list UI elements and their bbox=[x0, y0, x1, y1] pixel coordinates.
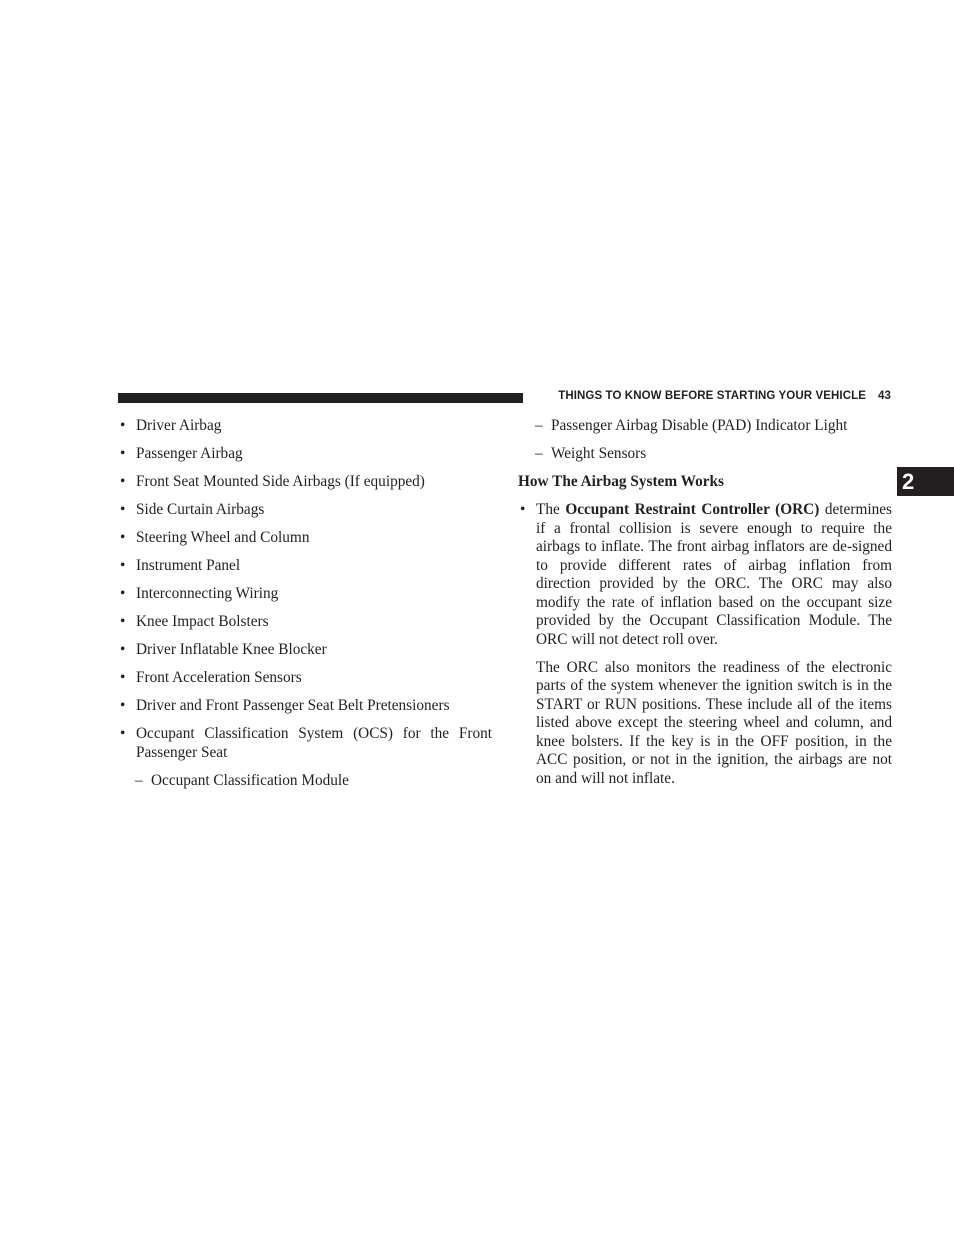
list-item: • Knee Impact Bolsters bbox=[120, 613, 269, 630]
list-item: • Front Seat Mounted Side Airbags (If equipped) bbox=[120, 473, 425, 490]
page-number: 43 bbox=[878, 390, 891, 402]
sub-list-item: – Passenger Airbag Disable (PAD) Indicator Light bbox=[535, 417, 848, 434]
list-item: • Steering Wheel and Column bbox=[120, 529, 310, 546]
dash-icon: – bbox=[535, 445, 543, 462]
header-rule bbox=[118, 393, 523, 403]
dash-icon: – bbox=[535, 417, 543, 434]
header-title: THINGS TO KNOW BEFORE STARTING YOUR VEHICLE bbox=[558, 390, 866, 402]
list-item: • Side Curtain Airbags bbox=[120, 501, 265, 518]
list-item: • Interconnecting Wiring bbox=[120, 585, 279, 602]
bullet-icon: • bbox=[120, 697, 126, 714]
orc-term: Occupant Restraint Controller (ORC) bbox=[565, 501, 820, 518]
list-item: • Passenger Airbag bbox=[120, 445, 243, 462]
section-heading: How The Airbag System Works bbox=[518, 473, 724, 490]
list-item: • Front Acceleration Sensors bbox=[120, 669, 302, 686]
sub-list-item: – Occupant Classification Module bbox=[135, 771, 349, 789]
bullet-icon: • bbox=[120, 613, 126, 630]
bullet-icon: • bbox=[120, 725, 126, 742]
bullet-icon: • bbox=[520, 501, 526, 518]
bullet-icon: • bbox=[120, 501, 126, 518]
left-column bbox=[118, 417, 492, 800]
chapter-tab: 2 bbox=[897, 467, 954, 496]
list-item: • Instrument Panel bbox=[120, 557, 241, 574]
list-item: • The Occupant Restraint Controller (ORC) determines if a frontal collision is severe enough to require the airbags to inflate. The front airbag inflators are de-signed to provide different rates of airbag inflation from direction provided by the ORC. The ORC may also modify the rate of inflation based on the occupant size provided by the Occupant Classification Module. The ORC will not detect roll over. bbox=[520, 501, 892, 648]
bullet-icon: • bbox=[120, 473, 126, 490]
bullet-icon: • bbox=[120, 641, 126, 658]
sub-list-item: – Weight Sensors bbox=[535, 445, 647, 462]
bullet-icon: • bbox=[120, 445, 126, 462]
bullet-icon: • bbox=[120, 669, 126, 686]
bullet-icon: • bbox=[120, 417, 126, 434]
right-column bbox=[518, 417, 892, 798]
list-item: • Driver Inflatable Knee Blocker bbox=[120, 641, 327, 658]
list-item: • Driver and Front Passenger Seat Belt Pretensioners bbox=[120, 697, 450, 714]
list-item: • Driver Airbag bbox=[120, 417, 222, 434]
bullet-icon: • bbox=[120, 557, 126, 574]
running-header bbox=[533, 390, 891, 402]
body-paragraph: The ORC also monitors the readiness of the electronic parts of the system whenever the ignition switch is in the START or RUN positions. These include all of the items listed above except the steering wheel and column, and knee bolsters. If the key is in the OFF position, in the ACC position, or not in the ignition, the airbags are not on and will not inflate. bbox=[536, 658, 892, 787]
bullet-icon: • bbox=[120, 585, 126, 602]
list-item: • Occupant Classification System (OCS) for the Front Passenger Seat bbox=[120, 725, 492, 761]
dash-icon: – bbox=[135, 771, 143, 789]
bullet-icon: • bbox=[120, 529, 126, 546]
